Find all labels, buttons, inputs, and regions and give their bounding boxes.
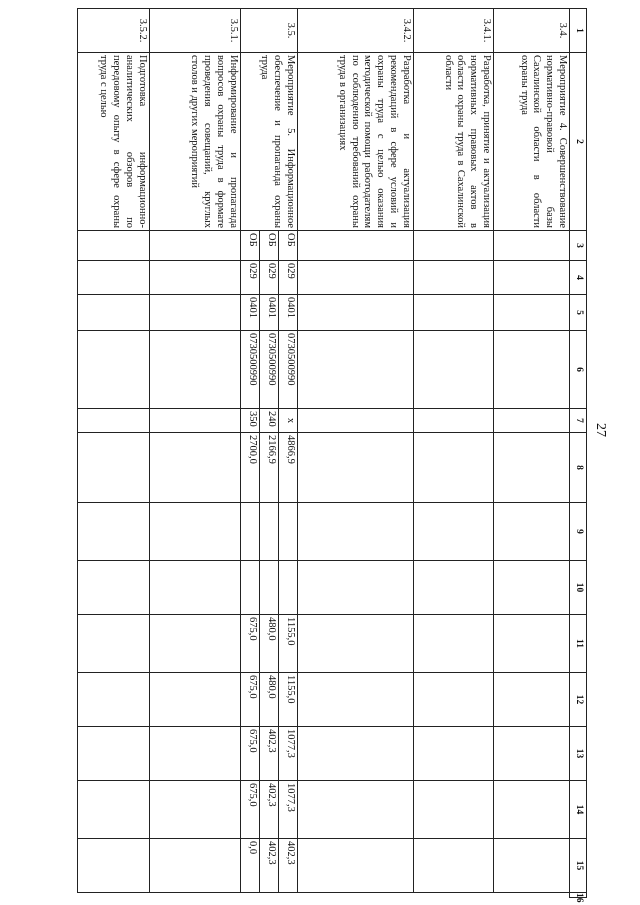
cell bbox=[78, 615, 150, 673]
cell bbox=[149, 615, 240, 673]
header-cell: 5 bbox=[570, 295, 587, 331]
cell bbox=[493, 295, 569, 331]
row-number: 3.4.1. bbox=[413, 9, 493, 53]
cell: 402,3 bbox=[259, 727, 278, 781]
cell bbox=[297, 673, 413, 727]
cell: 0,0 bbox=[240, 839, 259, 893]
cell bbox=[149, 781, 240, 839]
row-number: 3.5.1. bbox=[149, 9, 240, 53]
cell bbox=[413, 781, 493, 839]
table-row bbox=[78, 9, 150, 898]
cell bbox=[413, 261, 493, 295]
cell: 480,0 bbox=[259, 615, 278, 673]
header-cell: 14 bbox=[570, 781, 587, 839]
table-row bbox=[493, 9, 569, 898]
cell bbox=[78, 503, 150, 561]
funding-source: ОБ bbox=[278, 231, 297, 261]
cell: 675,0 bbox=[240, 615, 259, 673]
header-cell: 2 bbox=[570, 53, 587, 231]
cell bbox=[149, 409, 240, 433]
table-row bbox=[149, 9, 240, 898]
cell: 4866,9 bbox=[278, 433, 297, 503]
table-row bbox=[413, 9, 493, 898]
cell bbox=[493, 331, 569, 409]
cell: 350 bbox=[240, 409, 259, 433]
cell bbox=[78, 295, 150, 331]
row-description: Мероприятие 4. Совершенствование нормативно-правовой базы Сахалинской области в области охраны труда bbox=[493, 53, 569, 231]
cell: 029 bbox=[240, 261, 259, 295]
row-description: Разработка и актуализация рекомендаций в сфере условий и охраны труда с целью оказания методической помощи работодателям по соблюдению требований охраны труда в организациях bbox=[297, 53, 413, 231]
cell bbox=[413, 295, 493, 331]
header-cell: 4 bbox=[570, 261, 587, 295]
funding-source: ОБ bbox=[259, 231, 278, 261]
program-table bbox=[77, 8, 587, 903]
header-cell: 7 bbox=[570, 409, 587, 433]
row-number: 3.5.2. bbox=[78, 9, 150, 53]
cell: х bbox=[278, 409, 297, 433]
cell bbox=[149, 503, 240, 561]
cell bbox=[78, 331, 150, 409]
cell bbox=[297, 839, 413, 893]
cell: 675,0 bbox=[240, 727, 259, 781]
funding-source: ОБ bbox=[240, 231, 259, 261]
cell bbox=[297, 331, 413, 409]
row-description: Подготовка информационно-аналитических обзоров по передовому опыту в сфере охраны труда с целью bbox=[78, 53, 150, 231]
cell bbox=[149, 231, 240, 261]
row-number: 3.4.2. bbox=[297, 9, 413, 53]
cell: 402,3 bbox=[259, 781, 278, 839]
cell bbox=[149, 261, 240, 295]
cell bbox=[493, 673, 569, 727]
cell: 0401 bbox=[278, 295, 297, 331]
header-cell: 15 bbox=[570, 839, 587, 893]
cell bbox=[149, 561, 240, 615]
cell bbox=[149, 331, 240, 409]
header-cell: 13 bbox=[570, 727, 587, 781]
cell: 2166,9 bbox=[259, 433, 278, 503]
page-number: 27 bbox=[593, 423, 608, 437]
cell bbox=[78, 673, 150, 727]
header-cell: 6 bbox=[570, 331, 587, 409]
cell bbox=[493, 231, 569, 261]
cell bbox=[297, 261, 413, 295]
header-cell: 3 bbox=[570, 231, 587, 261]
cell bbox=[78, 261, 150, 295]
cell bbox=[413, 503, 493, 561]
cell bbox=[413, 433, 493, 503]
row-description: Мероприятие 5. Информационное обеспечение и пропаганда охраны труда bbox=[240, 53, 297, 231]
cell: 1077,3 bbox=[278, 781, 297, 839]
header-cell: 1 bbox=[570, 9, 587, 53]
cell bbox=[493, 433, 569, 503]
cell bbox=[413, 409, 493, 433]
cell bbox=[297, 615, 413, 673]
cell bbox=[149, 727, 240, 781]
cell bbox=[297, 409, 413, 433]
cell: 2700,0 bbox=[240, 433, 259, 503]
cell bbox=[297, 561, 413, 615]
cell bbox=[78, 231, 150, 261]
row-number: 3.4. bbox=[493, 9, 569, 53]
cell: 0401 bbox=[259, 295, 278, 331]
cell: 0730500990 bbox=[259, 331, 278, 409]
cell bbox=[78, 433, 150, 503]
cell bbox=[493, 503, 569, 561]
row-description: Разработка, принятие и актуализация нормативных правовых актов в области охраны труда в Сахалинской области bbox=[413, 53, 493, 231]
cell: 1155,0 bbox=[278, 615, 297, 673]
cell: 402,3 bbox=[259, 839, 278, 893]
header-row bbox=[570, 9, 587, 898]
cell bbox=[297, 433, 413, 503]
cell bbox=[493, 781, 569, 839]
cell bbox=[78, 561, 150, 615]
cell: 1077,3 bbox=[278, 727, 297, 781]
cell bbox=[413, 231, 493, 261]
header-cell: 16 bbox=[570, 893, 587, 898]
cell bbox=[297, 503, 413, 561]
cell bbox=[413, 839, 493, 893]
cell bbox=[278, 503, 297, 561]
cell: 675,0 bbox=[240, 781, 259, 839]
cell: 0730500990 bbox=[240, 331, 259, 409]
cell bbox=[297, 727, 413, 781]
cell bbox=[413, 331, 493, 409]
cell bbox=[149, 839, 240, 893]
rotated-table-container bbox=[77, 8, 587, 903]
row-description: Информирование и пропаганда вопросов охраны труда в формате проведения совещаний, круглых столов и других мероприятий bbox=[149, 53, 240, 231]
header-cell: 10 bbox=[570, 561, 587, 615]
cell: 1155,0 bbox=[278, 673, 297, 727]
table-row bbox=[278, 9, 297, 898]
cell bbox=[78, 839, 150, 893]
header-cell: 9 bbox=[570, 503, 587, 561]
cell bbox=[493, 615, 569, 673]
header-cell: 8 bbox=[570, 433, 587, 503]
cell bbox=[240, 503, 259, 561]
cell bbox=[149, 433, 240, 503]
cell bbox=[413, 673, 493, 727]
cell: 0730500990 bbox=[278, 331, 297, 409]
cell bbox=[297, 231, 413, 261]
cell bbox=[413, 561, 493, 615]
header-cell: 12 bbox=[570, 673, 587, 727]
cell bbox=[493, 261, 569, 295]
cell bbox=[78, 409, 150, 433]
cell bbox=[278, 561, 297, 615]
cell bbox=[78, 727, 150, 781]
cell: 0401 bbox=[240, 295, 259, 331]
cell bbox=[259, 503, 278, 561]
cell bbox=[493, 561, 569, 615]
cell bbox=[259, 561, 278, 615]
cell bbox=[149, 295, 240, 331]
cell: 480,0 bbox=[259, 673, 278, 727]
cell bbox=[78, 781, 150, 839]
cell bbox=[297, 295, 413, 331]
cell: 029 bbox=[259, 261, 278, 295]
table-row bbox=[297, 9, 413, 898]
header-cell: 11 bbox=[570, 615, 587, 673]
cell bbox=[493, 839, 569, 893]
cell bbox=[493, 727, 569, 781]
cell bbox=[149, 673, 240, 727]
cell bbox=[297, 781, 413, 839]
cell bbox=[413, 615, 493, 673]
cell bbox=[413, 727, 493, 781]
row-number: 3.5. bbox=[240, 9, 297, 53]
cell bbox=[240, 561, 259, 615]
cell bbox=[493, 409, 569, 433]
cell: 402,3 bbox=[278, 839, 297, 893]
cell: 029 bbox=[278, 261, 297, 295]
cell: 675,0 bbox=[240, 673, 259, 727]
cell: 240 bbox=[259, 409, 278, 433]
